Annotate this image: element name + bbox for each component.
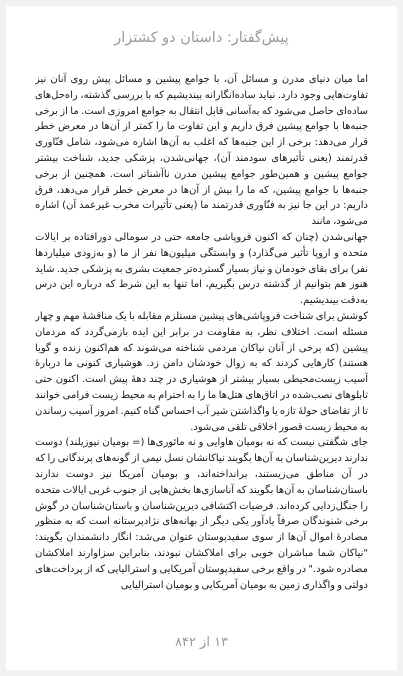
paragraph-4: جای شگفتی نیست که نه بومیان هاوایی و نه مائوری‌ها (= بومیان نیوزیلند) دوست ندارند دیرین‌شناسان به آن‌ها بگویند نیاکانشان نسل نیمی از گونه‌های پرندگانی را که در آن مناطق می‌زیستند، برانداخته‌اند، و بومیان آمریکا نیز دوست ندارند باستان‌شناسان به آن‌ها بگویند که آناسازی‌ها بخش‌هایی از جنوب غربی ایالات متحده را جنگل‌زدایی کرده‌اند. فرضیات اکتشافی دیرین‌شناسان و باستان‌شناسان در گوش برخی شنوندگان صرفاً یادآور یکی دیگر از بهانه‌های نژادپرستانه است که به منظور مصادرهٔ اموال آن‌ها از سوی سفیدپوستان عنوان می‌شد: انگار دانشمندان بگویند: "نیاکان شما مباشران خوبی برای املاکشان نبودند، بنابراین سزاوارند املاکشان مصادره شود." در واقع برخی سفیدپوستان آمریکایی و استرالیایی که از پرداخت‌های دولتی و واگذاری زمین به بومیان آمریکایی و بومیان استرالیایی <box>35 437 368 591</box>
reader-page <box>6 6 397 670</box>
paragraph-2: جهانی‌شدن (چنان که اکنون فروپاشی جامعه حتی در سومالی دورافتاده بر ایالات متحده و اروپا تأثیر می‌گذارد) و وابستگی میلیون‌ها نفر از ما (و به‌زودی میلیاردها نفر) برای بقای خودمان و نیاز بسیار گسترده‌تر جمعیت بشری به پزشکی جدید. شاید هنوز هم بتوانیم از گذشته درس بگیریم، اما تنها به این شرط که درباره این درس به‌دقت بیندیشیم. <box>35 231 368 307</box>
paragraph-1: اما میان دنیای مدرن و مسائل آن، با جوامع پیشین و مسائل پیش روی آنان نیز تفاوت‌هایی وجود دارد. نباید ساده‌انگارانه بیندیشیم که با بررسی گذشته، راه‌حل‌های ساده‌ای حاصل می‌شود که به‌آسانی قابل انتقال به جوامع امروزی است. ما از برخی جنبه‌ها با جوامع پیشین فرق داریم و این تفاوت ما را کمتر از آن‌ها در معرض خطر قرار می‌دهد: برخی از این جنبه‌ها که اغلب به آن‌ها اشاره می‌شود، شامل فنّاوری قدرتمند (یعنی تأثیرهای سودمند آن)، جهانی‌شدن، پزشکی جدید، شناخت بیشتر جوامع پیشین و همین‌طور جوامع پیشین مدرن ناآشناتر است. همچنین از برخی جنبه‌ها با جوامع پیشین، که ما را بیش از آن‌ها در معرض خطر قرار می‌دهد، فرق داریم: در این جا نیز به فنّاوری قدرتمند ما (یعنی تأثیرات مخرب غیرعمد آن) اشاره می‌شود، مانند <box>35 74 368 228</box>
chapter-title: پیش‌گفتار: داستان دو کشتزار <box>114 30 289 46</box>
paragraph-3: کوشش برای شناخت فروپاشی‌های پیشین مستلزم مقابله با یک مناقشهٔ مهم و چهار مسئله است. اختلاف نظر، به مقاومت در برابر این ایده بازمی‌گردد که مردمان پیشین (که برخی از آنان نیاکان مردمی شناخته می‌شوند که هم‌اکنون زنده و گویا هستند) کارهایی کردند که به زوال خودشان دامن زد. هوشیاری کنونی ما دربارهٔ آسیب زیست‌محیطی بسیار بیشتر از هوشیاری در چند دههٔ پیش است. اکنون حتی تابلوهای نصب‌شده در اتاق‌های هتل‌ها ما را به احترام به محیط زیست فرامی خوانند تا از تقاضای حولهٔ تازه یا واگذاشتن شیر آب احساس گناه کنیم. امروز آسیب رساندن به محیط زیست قصور اخلاقی تلقی می‌شود. <box>35 310 368 433</box>
page-body-text <box>35 72 368 616</box>
page-indicator[interactable]: ۱۳ از ۸۴۲ <box>174 635 229 650</box>
